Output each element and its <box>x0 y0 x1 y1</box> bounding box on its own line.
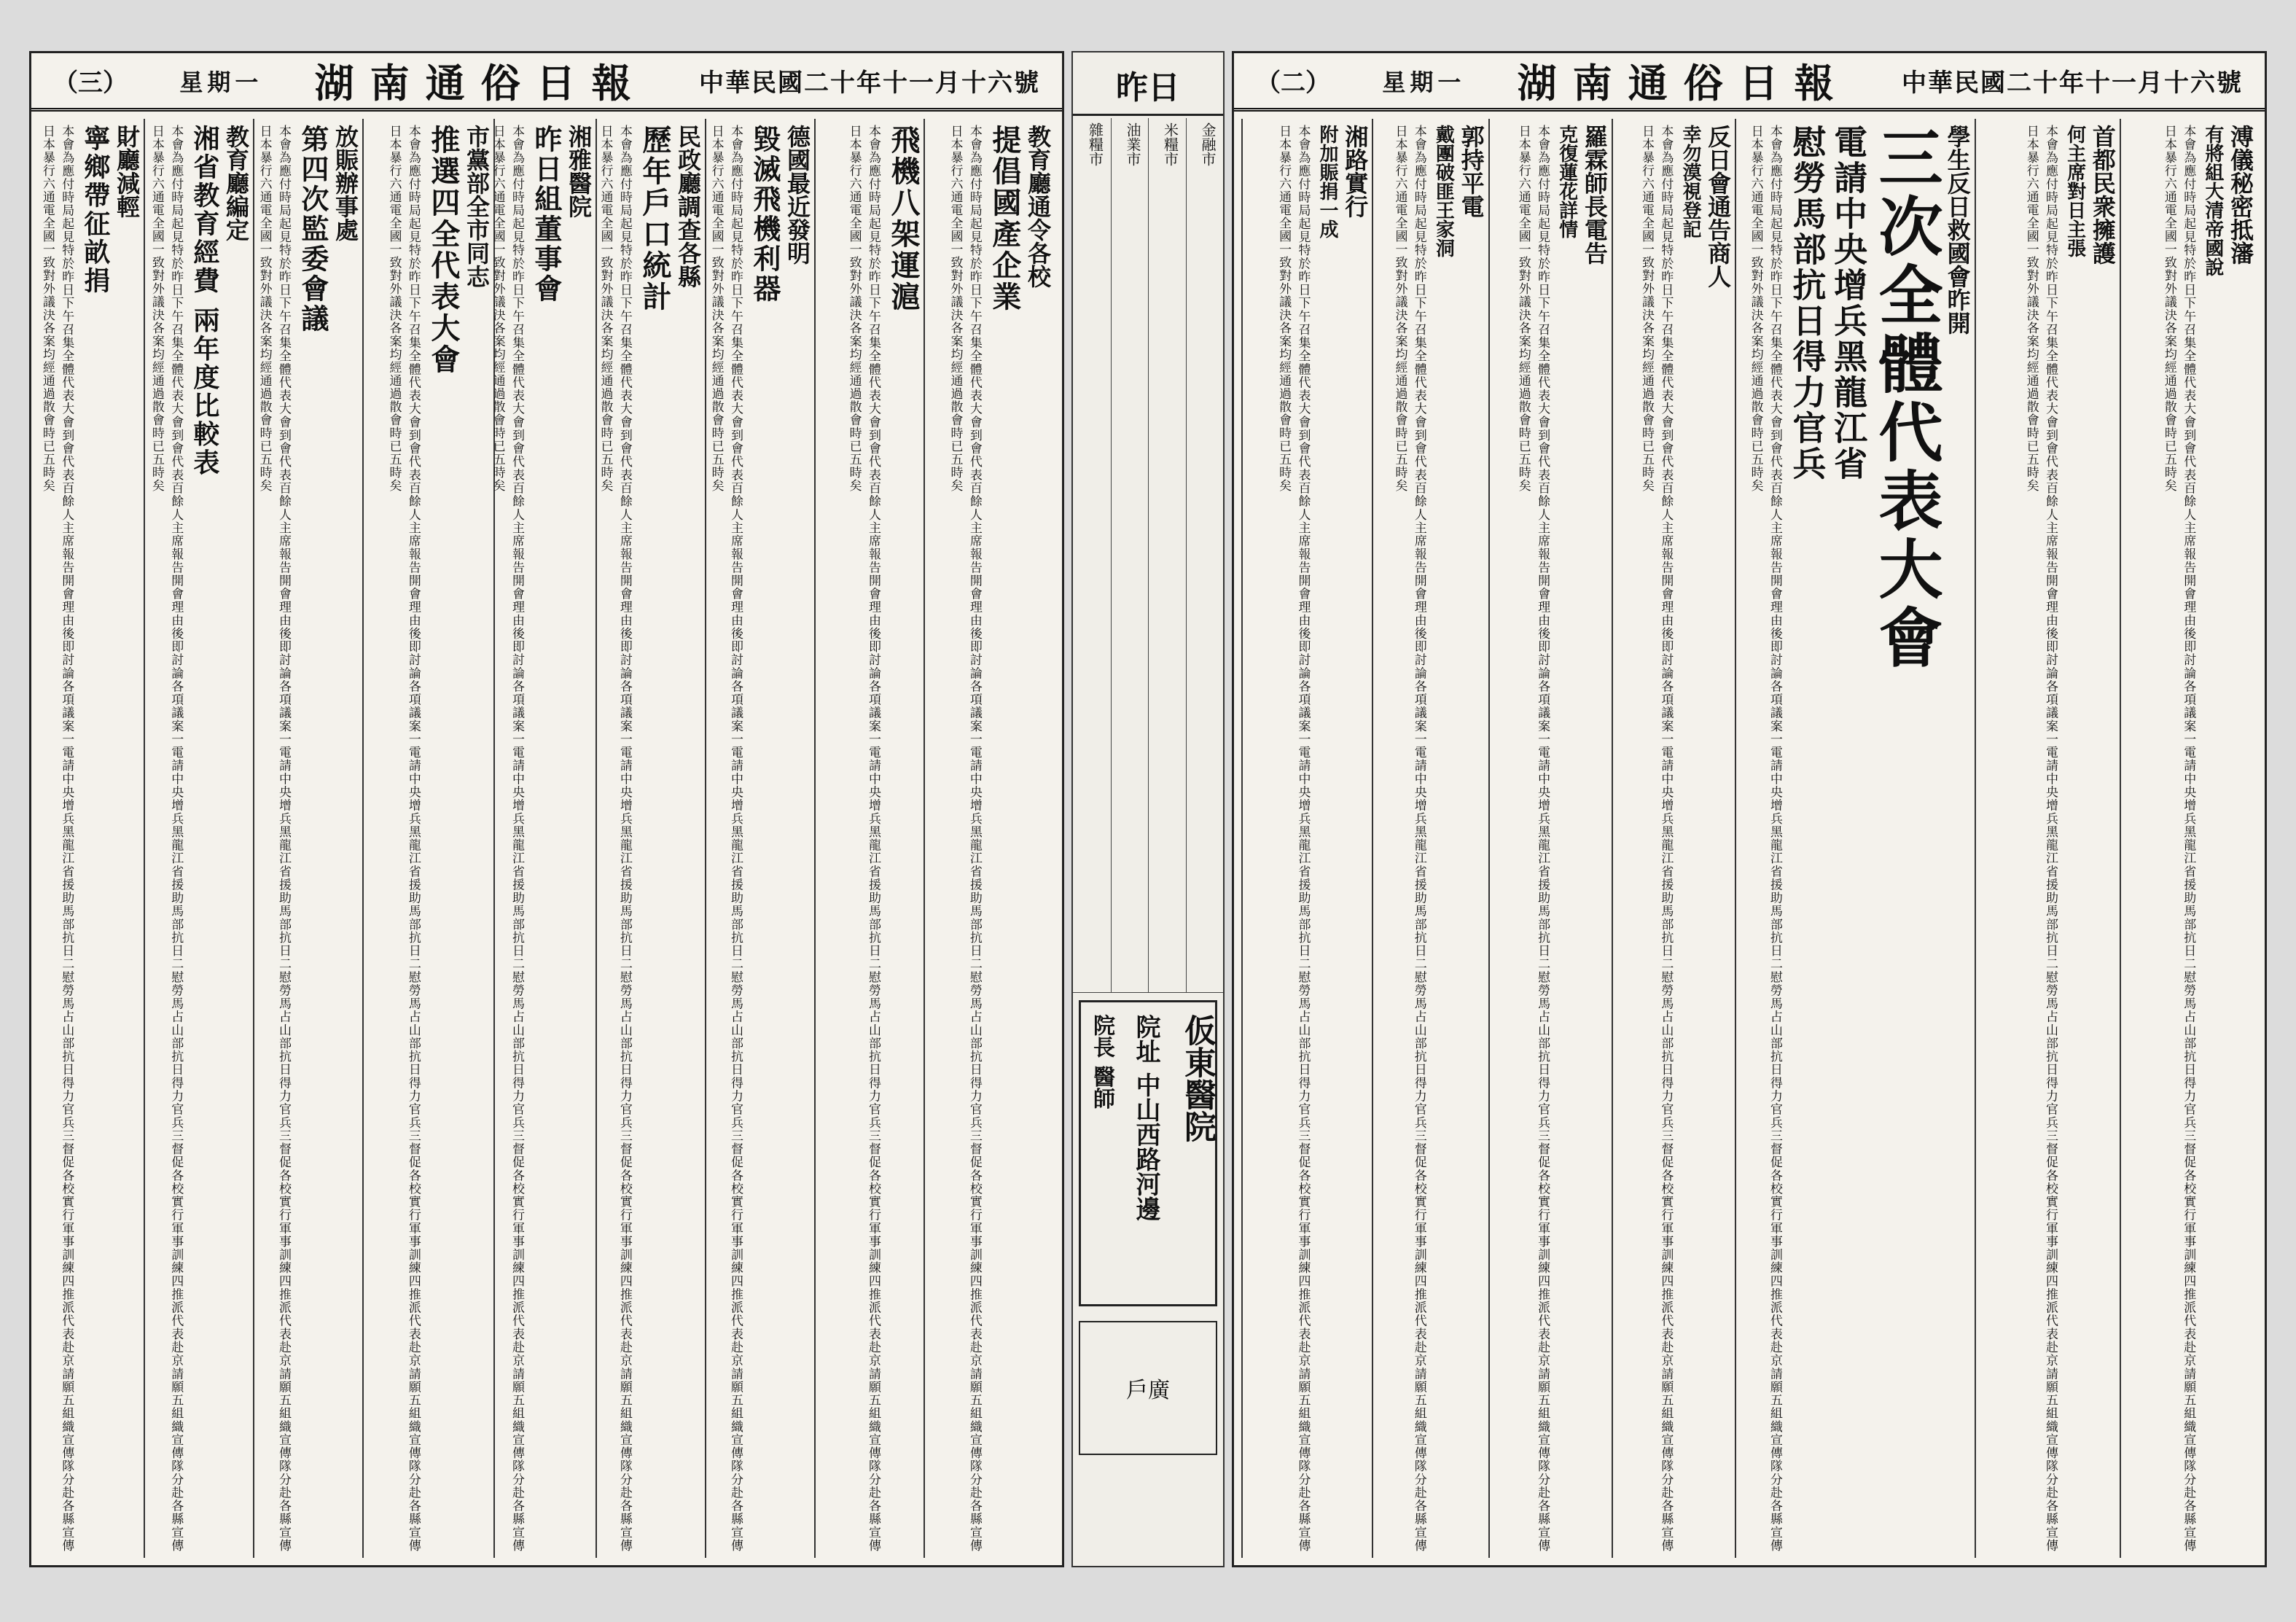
article-body: 本會為應付時局起見特於昨日下午召集全體代表大會到會代表百餘人主席報告開會理由後即討論各項議案一電請中央增兵黑龍江省援助馬部抗日二慰勞馬占山部抗日得力官兵三督促各校實行軍事訓練四推派代表赴京請願五組織宣傳隊分赴各縣宣傳日本暴行六通電全國一致對外議決各案均經通過散會時已五時矣 <box>1515 125 1550 1552</box>
article-headline: 教育廳編定 <box>222 125 250 241</box>
article-subhead: 提倡國產企業 <box>987 125 1022 313</box>
market-label: 油業市 <box>1111 118 1149 993</box>
article-headline: 首都民衆擁護 <box>2088 125 2117 265</box>
page-three <box>29 51 1064 1567</box>
ad-box: 戶廣 <box>1079 1321 1217 1455</box>
article-body: 本會為應付時局起見特於昨日下午召集全體代表大會到會代表百餘人主席報告開會理由後即討論各項議案一電請中央增兵黑龍江省援助馬部抗日二慰勞馬占山部抗日得力官兵三督促各校實行軍事訓練四推派代表赴京請願五組織宣傳隊分赴各縣宣傳日本暴行六通電全國一致對外議決各案均經通過散會時已五時矣 <box>598 125 632 1552</box>
weekday: 星期一 <box>1382 68 1466 96</box>
lead-kicker: 學生反日救國會昨開 <box>1943 125 1972 335</box>
market-strip <box>1071 51 1225 1567</box>
paper-name: 湖南通俗日報 <box>1517 60 1850 106</box>
article-left-3 <box>705 119 814 1558</box>
article-headline: 民政廳調查各縣 <box>674 125 702 288</box>
article-subhead: 幸勿漠視登記 <box>1679 125 1701 238</box>
article-subhead: 克復蓮花詳情 <box>1555 125 1578 238</box>
lead-subhead-2: 慰勞馬部抗日得力官兵 <box>1787 125 1827 482</box>
article-left-4 <box>596 119 705 1558</box>
article-right-4 <box>1488 119 1612 1558</box>
article-body: 本會為應付時局起見特於昨日下午召集全體代表大會到會代表百餘人主席報告開會理由後即討論各項議案一電請中央增兵黑龍江省援助馬部抗日二慰勞馬占山部抗日得力官兵三督促各校實行軍事訓練四推派代表赴京請願五組織宣傳隊分赴各縣宣傳日本暴行六通電全國一致對外議決各案均經通過散會時已五時矣 <box>149 125 184 1552</box>
lead-subhead-1: 電請中央增兵黑龍江省 <box>1829 125 1869 482</box>
article-left-8 <box>144 119 253 1558</box>
article-body: 本會為應付時局起見特於昨日下午召集全體代表大會到會代表百餘人主席報告開會理由後即討論各項議案一電請中央增兵黑龍江省援助馬部抗日二慰勞馬占山部抗日得力官兵三督促各校實行軍事訓練四推派代表赴京請願五組織宣傳隊分赴各縣宣傳日本暴行六通電全國一致對外議決各案均經通過散會時已五時矣 <box>386 125 421 1552</box>
article-subhead: 有將組大清帝國說 <box>2201 125 2224 276</box>
article-left-9 <box>39 119 144 1558</box>
article-right-2 <box>1975 119 2120 1558</box>
article-body: 本會為應付時局起見特於昨日下午召集全體代表大會到會代表百餘人主席報告開會理由後即討論各項議案一電請中央增兵黑龍江省援助馬部抗日二慰勞馬占山部抗日得力官兵三督促各校實行軍事訓練四推派代表赴京請願五組織宣傳隊分赴各縣宣傳日本暴行六通電全國一致對外議決各案均經通過散會時已五時矣 <box>1639 125 1674 1552</box>
article-subhead: 毀滅飛機利器 <box>748 125 781 304</box>
article-body: 本會為應付時局起見特於昨日下午召集全體代表大會到會代表百餘人主席報告開會理由後即討論各項議案一電請中央增兵黑龍江省援助馬部抗日二慰勞馬占山部抗日得力官兵三督促各校實行軍事訓練四推派代表赴京請願五組織宣傳隊分赴各縣宣傳日本暴行六通電全國一致對外議決各案均經通過散會時已五時矣 <box>846 125 880 1552</box>
article-body: 本會為應付時局起見特於昨日下午召集全體代表大會到會代表百餘人主席報告開會理由後即討論各項議案一電請中央增兵黑龍江省援助馬部抗日二慰勞馬占山部抗日得力官兵三督促各校實行軍事訓練四推派代表赴京請願五組織宣傳隊分赴各縣宣傳日本暴行六通電全國一致對外議決各案均經通過散會時已五時矣 <box>708 125 743 1552</box>
hospital-head: 院長 醫師 <box>1089 1014 1114 1110</box>
article-subhead: 戴團破匪王家洞 <box>1432 125 1455 257</box>
hospital-address: 院址 中山西路河邊 <box>1131 1014 1160 1221</box>
weekday: 星期一 <box>179 68 263 96</box>
article-left-2 <box>814 119 924 1558</box>
article-body: 本會為應付時局起見特於昨日下午召集全體代表大會到會代表百餘人主席報告開會理由後即討論各項議案一電請中央增兵黑龍江省援助馬部抗日二慰勞馬占山部抗日得力官兵三督促各校實行軍事訓練四推派代表赴京請願五組織宣傳隊分赴各縣宣傳日本暴行六通電全國一致對外議決各案均經通過散會時已五時矣 <box>2161 125 2196 1552</box>
article-subhead: 何主席對日主張 <box>2063 125 2086 257</box>
market-tables <box>1073 118 1223 993</box>
article-headline: 羅霖師長電告 <box>1580 125 1609 265</box>
article-headline: 飛機八架運滬 <box>886 125 921 313</box>
article-body: 本會為應付時局起見特於昨日下午召集全體代表大會到會代表百餘人主席報告開會理由後即討論各項議案一電請中央增兵黑龍江省援助馬部抗日二慰勞馬占山部抗日得力官兵三督促各校實行軍事訓練四推派代表赴京請願五組織宣傳隊分赴各縣宣傳日本暴行六通電全國一致對外議決各案均經通過散會時已五時矣 <box>1392 125 1426 1552</box>
market-label: 米糧市 <box>1148 118 1186 993</box>
market-label: 雜糧市 <box>1073 118 1110 993</box>
article-left-7 <box>253 119 362 1558</box>
article-subhead: 歷年戶口統計 <box>637 125 672 313</box>
article-headline: 反日會通告商人 <box>1704 125 1733 288</box>
article-right-3 <box>1612 119 1735 1558</box>
article-headline: 市黨部全市同志 <box>463 125 491 288</box>
article-headline: 湘雅醫院 <box>565 125 593 218</box>
article-headline: 湘路實行 <box>1341 125 1370 218</box>
article-headline: 德國最近發明 <box>784 125 811 265</box>
hospital-name: 仮東醫院 <box>1179 1014 1216 1142</box>
page-number: （三） <box>53 69 128 98</box>
article-headline: 放賑辦事處 <box>332 125 359 241</box>
lead-headline: 三次全體代表大會 <box>1868 125 1945 673</box>
article-subhead: 第四次監委會議 <box>296 125 329 334</box>
lead-body: 本會為應付時局起見特於昨日下午召集全體代表大會到會代表百餘人主席報告開會理由後即討論各項議案一電請中央增兵黑龍江省援助馬部抗日二慰勞馬占山部抗日得力官兵三督促各校實行軍事訓練四推派代表赴京請願五組織宣傳隊分赴各縣宣傳日本暴行六通電全國一致對外議決各案均經通過散會時已五時矣 <box>1748 125 1782 1552</box>
page-two <box>1232 51 2267 1567</box>
page-number: （二） <box>1256 69 1330 98</box>
article-body: 本會為應付時局起見特於昨日下午召集全體代表大會到會代表百餘人主席報告開會理由後即討論各項議案一電請中央增兵黑龍江省援助馬部抗日二慰勞馬占山部抗日得力官兵三督促各校實行軍事訓練四推派代表赴京請願五組織宣傳隊分赴各縣宣傳日本暴行六通電全國一致對外議決各案均經通過散會時已五時矣 <box>257 125 292 1552</box>
article-right-5 <box>1372 119 1488 1558</box>
right-columns <box>1241 119 2257 1558</box>
paper-name: 湖南通俗日報 <box>314 60 647 106</box>
masthead-right <box>1234 53 2265 112</box>
issue-date: 中華民國二十年十一月十六號 <box>699 69 1040 98</box>
article-headline: 郭持平電 <box>1457 125 1485 218</box>
article-subhead: 附加賑捐一成 <box>1316 125 1339 238</box>
article-headline: 教育廳通令各校 <box>1024 125 1052 288</box>
article-body: 本會為應付時局起見特於昨日下午召集全體代表大會到會代表百餘人主席報告開會理由後即討論各項議案一電請中央增兵黑龍江省援助馬部抗日二慰勞馬占山部抗日得力官兵三督促各校實行軍事訓練四推派代表赴京請願五組織宣傳隊分赴各縣宣傳日本暴行六通電全國一致對外議決各案均經通過散會時已五時矣 <box>1276 125 1311 1552</box>
strip-title: 昨日 <box>1073 55 1223 116</box>
article-subhead: 昨日組董事會 <box>529 125 563 304</box>
article-headline: 財廳減輕 <box>113 125 141 218</box>
article-body: 本會為應付時局起見特於昨日下午召集全體代表大會到會代表百餘人主席報告開會理由後即討論各項議案一電請中央增兵黑龍江省援助馬部抗日二慰勞馬占山部抗日得力官兵三督促各校實行軍事訓練四推派代表赴京請願五組織宣傳隊分赴各縣宣傳日本暴行六通電全國一致對外議決各案均經通過散會時已五時矣 <box>39 125 74 1552</box>
lead-article <box>1735 119 1975 1558</box>
article-headline: 溥儀秘密抵瀋 <box>2227 125 2254 265</box>
hospital-ad <box>1079 1000 1217 1306</box>
article-right-1 <box>2120 119 2257 1558</box>
article-body: 本會為應付時局起見特於昨日下午召集全體代表大會到會代表百餘人主席報告開會理由後即討論各項議案一電請中央增兵黑龍江省援助馬部抗日二慰勞馬占山部抗日得力官兵三督促各校實行軍事訓練四推派代表赴京請願五組織宣傳隊分赴各縣宣傳日本暴行六通電全國一致對外議決各案均經通過散會時已五時矣 <box>490 125 525 1552</box>
left-columns <box>39 119 1055 1558</box>
article-body: 本會為應付時局起見特於昨日下午召集全體代表大會到會代表百餘人主席報告開會理由後即討論各項議案一電請中央增兵黑龍江省援助馬部抗日二慰勞馬占山部抗日得力官兵三督促各校實行軍事訓練四推派代表赴京請願五組織宣傳隊分赴各縣宣傳日本暴行六通電全國一致對外議決各案均經通過散會時已五時矣 <box>2023 125 2058 1552</box>
article-body: 本會為應付時局起見特於昨日下午召集全體代表大會到會代表百餘人主席報告開會理由後即討論各項議案一電請中央增兵黑龍江省援助馬部抗日二慰勞馬占山部抗日得力官兵三督促各校實行軍事訓練四推派代表赴京請願五組織宣傳隊分赴各縣宣傳日本暴行六通電全國一致對外議決各案均經通過散會時已五時矣 <box>948 125 982 1552</box>
market-label: 金融市 <box>1186 118 1224 993</box>
article-left-6 <box>362 119 493 1558</box>
article-subhead: 推選四全代表大會 <box>426 125 461 375</box>
article-subhead: 湘省教育經費 兩年度比較表 <box>189 125 220 477</box>
article-left-1 <box>924 119 1055 1558</box>
article-right-6 <box>1241 119 1372 1558</box>
masthead-left <box>31 53 1062 112</box>
issue-date: 中華民國二十年十一月十六號 <box>1902 69 2243 98</box>
article-left-5 <box>490 119 596 1558</box>
article-subhead: 寧鄉帶征畝捐 <box>79 125 111 295</box>
